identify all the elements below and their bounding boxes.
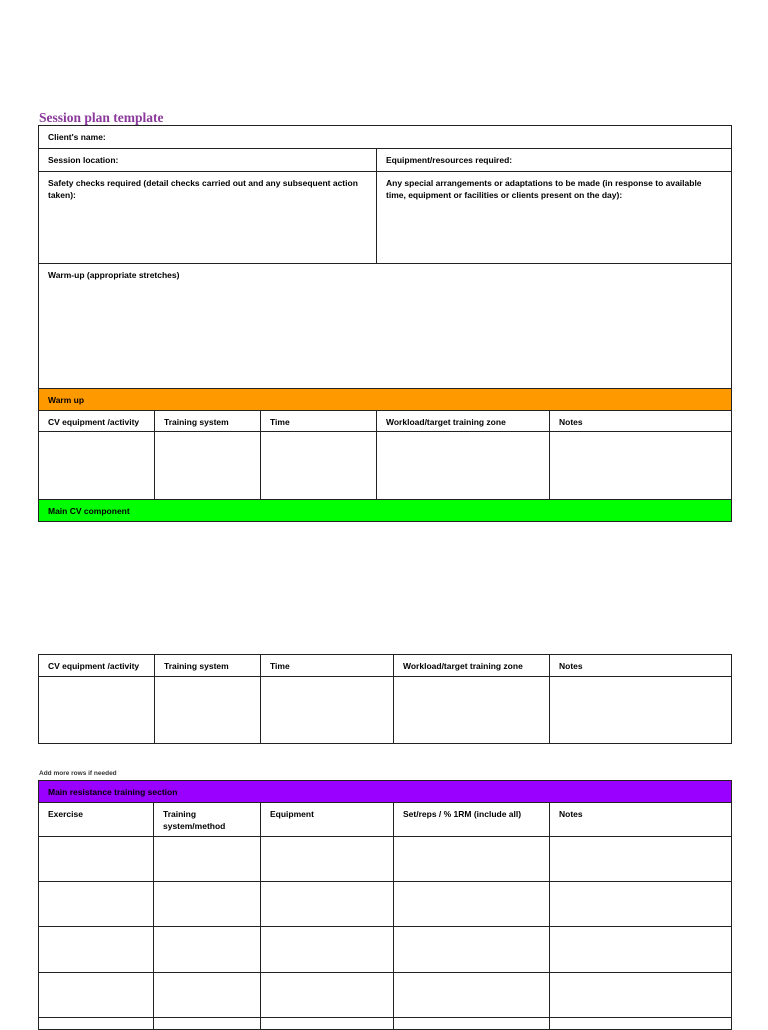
- session-plan-table: [38, 125, 732, 522]
- safety-checks-label: Safety checks required (detail checks carried out and any subsequent action taken):: [48, 178, 358, 200]
- resistance-cell[interactable]: [39, 973, 154, 1018]
- warmup-stretches-cell[interactable]: [39, 264, 732, 389]
- special-arrangements-label: Any special arrangements or adaptations to be made (in response to available time, equipment or facilities or clients present on the day):: [386, 178, 702, 200]
- table-row: [39, 973, 732, 1018]
- cv-header-notes: Notes: [550, 655, 732, 677]
- session-location-cell[interactable]: [39, 149, 377, 172]
- resistance-cell[interactable]: [550, 927, 732, 973]
- resistance-cell[interactable]: [39, 837, 154, 882]
- cv-header-time: Time: [261, 655, 394, 677]
- table-row: [39, 882, 732, 927]
- resistance-header-system: Training system/method: [154, 803, 261, 837]
- warmup-section-bar: [39, 389, 732, 411]
- cv-cell-time[interactable]: [261, 677, 394, 744]
- resistance-cell[interactable]: [550, 837, 732, 882]
- warmup-cell-workload[interactable]: [377, 432, 550, 500]
- warmup-header-workload: Workload/target training zone: [377, 411, 550, 432]
- special-arrangements-cell[interactable]: [377, 172, 732, 264]
- cv-header-workload: Workload/target training zone: [394, 655, 550, 677]
- warmup-cell-time[interactable]: [261, 432, 377, 500]
- resistance-header-equipment: Equipment: [261, 803, 394, 837]
- resistance-cell[interactable]: [261, 973, 394, 1018]
- cv-cell-system[interactable]: [155, 677, 261, 744]
- resistance-cell[interactable]: [394, 927, 550, 973]
- warmup-cell-system[interactable]: [155, 432, 261, 500]
- resistance-cell[interactable]: [394, 973, 550, 1018]
- resistance-table: [38, 780, 732, 1030]
- warmup-header-time: Time: [261, 411, 377, 432]
- add-rows-note: Add more rows if needed: [39, 770, 117, 777]
- warmup-header-notes: Notes: [550, 411, 732, 432]
- main-cv-table: [38, 654, 732, 744]
- warmup-header-system: Training system: [155, 411, 261, 432]
- client-name-label: Client's name:: [48, 132, 106, 142]
- resistance-cell[interactable]: [261, 882, 394, 927]
- resistance-cell[interactable]: [154, 973, 261, 1018]
- equipment-required-cell[interactable]: [377, 149, 732, 172]
- warmup-header-activity: CV equipment /activity: [39, 411, 155, 432]
- client-name-cell[interactable]: [39, 126, 732, 149]
- resistance-section-label: Main resistance training section: [48, 787, 178, 797]
- cv-cell-workload[interactable]: [394, 677, 550, 744]
- warmup-stretches-label: Warm-up (appropriate stretches): [48, 270, 180, 280]
- resistance-header-notes: Notes: [550, 803, 732, 837]
- main-cv-section-bar: [39, 500, 732, 522]
- resistance-cell[interactable]: [39, 927, 154, 973]
- warmup-cell-notes[interactable]: [550, 432, 732, 500]
- resistance-cell[interactable]: [394, 882, 550, 927]
- cv-cell-activity[interactable]: [39, 677, 155, 744]
- safety-checks-cell[interactable]: [39, 172, 377, 264]
- resistance-cell[interactable]: [550, 882, 732, 927]
- table-row: [39, 837, 732, 882]
- resistance-cell[interactable]: [261, 927, 394, 973]
- cv-header-system: Training system: [155, 655, 261, 677]
- main-cv-section-label: Main CV component: [48, 506, 130, 516]
- resistance-cell[interactable]: [154, 927, 261, 973]
- resistance-header-exercise: Exercise: [39, 803, 154, 837]
- cv-header-activity: CV equipment /activity: [39, 655, 155, 677]
- warmup-cell-activity[interactable]: [39, 432, 155, 500]
- resistance-header-sets: Set/reps / % 1RM (include all): [394, 803, 550, 837]
- resistance-cell[interactable]: [39, 882, 154, 927]
- session-location-label: Session location:: [48, 155, 119, 165]
- resistance-cell[interactable]: [261, 837, 394, 882]
- resistance-section-bar: [39, 781, 732, 803]
- resistance-cell[interactable]: [154, 837, 261, 882]
- equipment-required-label: Equipment/resources required:: [386, 155, 513, 165]
- page-title: Session plan template: [39, 110, 164, 125]
- resistance-cell[interactable]: [394, 837, 550, 882]
- cv-cell-notes[interactable]: [550, 677, 732, 744]
- table-row: [39, 927, 732, 973]
- resistance-cell[interactable]: [550, 973, 732, 1018]
- resistance-cell[interactable]: [154, 882, 261, 927]
- warmup-section-label: Warm up: [48, 395, 85, 405]
